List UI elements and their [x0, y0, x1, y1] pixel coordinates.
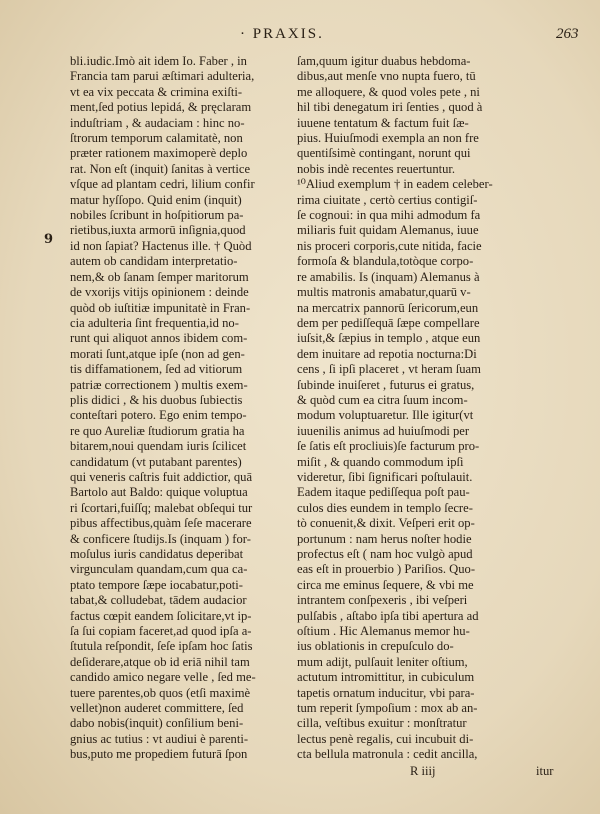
text-line: circa me eminus ſequere, & vbi me	[297, 577, 474, 592]
text-line: miliaris fuit quidam Alemanus, iuue	[297, 223, 479, 238]
text-line: quòd ob iuſtitiæ impunitatè in Fran-	[70, 300, 251, 315]
text-line: gnius ac tutius : vt audiui è parenti-	[70, 731, 249, 746]
text-line: vt ea vix peccata & crimina exiſti-	[70, 84, 243, 99]
text-line: virgunculam quandam,cum qua ca-	[70, 562, 248, 577]
text-line: candido amico negare velle , ſed me-	[70, 670, 256, 685]
text-line: rima ciuitate , certò certius contigiſ-	[297, 192, 478, 207]
text-line: pius. Huiuſmodi exempla an non fre	[297, 131, 479, 146]
text-line: vellet)non auderet committere, ſed	[70, 701, 244, 716]
text-line: tis diffamationem, ſed ad vitiorum	[70, 362, 243, 377]
text-line: plis didici , & his duobus ſubiectis	[70, 392, 243, 407]
text-line: ſe ſatis eſt procliuis)ſe facturum pro-	[297, 439, 480, 454]
margin-note-number: 9	[44, 232, 54, 247]
right-text-column	[297, 54, 582, 763]
text-line: Francia tam parui æſtimari adulteria,	[70, 69, 255, 84]
text-line: præter rationem maximoperè deplo	[70, 146, 248, 161]
text-line: factus cœpit eandem ſolicitare,vt ip-	[70, 608, 252, 623]
text-line: ri ſcortari,fuiſſq; malebat obſequi tur	[70, 500, 253, 515]
page-header	[0, 26, 600, 46]
text-line: oſtium . Hic Alemanus memor hu-	[297, 624, 470, 639]
text-line: tuere parentes,ob quos (etſi maximè	[70, 685, 251, 700]
text-line: id non ſapiat? Hactenus ille. † Quòd	[70, 238, 252, 253]
text-line: me alloquere, & quod voles pete , ni	[297, 84, 480, 99]
text-line: ptato tempore ſæpe iocabatur,poti-	[70, 577, 243, 592]
text-line: autem ob candidam interpretatio-	[70, 254, 238, 269]
text-line: ſtutula reſpondit, ſeſe ipſam hoc ſatis	[70, 639, 253, 654]
text-line: ſe cognoui: in qua mihi admodum fa	[297, 208, 481, 223]
text-line: multis matronis amabatur,quarū v-	[297, 285, 471, 300]
text-line: morati ſunt,atque ipſe (non ad gen-	[70, 346, 245, 361]
text-line: iuuene tentatum & factum fuit ſæ-	[297, 115, 469, 130]
text-line: bli.iudic.Imò ait idem Io. Faber , in	[70, 54, 247, 68]
text-line: dem inuitare ad repotia nocturna:Di	[297, 346, 477, 361]
text-line: iuuenilis animus ad huiuſmodi per	[297, 423, 470, 438]
text-line: quentiſsimè contingant, norunt qui	[297, 146, 471, 161]
page-number: 263	[556, 26, 579, 42]
text-line: moſulus iuris candidatus deperibat	[70, 547, 244, 561]
text-line: induſtriam , & audaciam : hinc no-	[70, 115, 245, 130]
text-line: deſiderare,atque ob id eriā nihil tam	[70, 654, 250, 669]
text-line: de vxorijs vitijs opinionem : deinde	[70, 285, 249, 300]
text-line: culos dies eundem in templo ſecre-	[297, 500, 473, 515]
text-line: candidatum (vt putabant parentes)	[70, 454, 242, 469]
text-line: nobiles ſcribunt in hoſpitiorum pa-	[70, 208, 244, 223]
text-line: qui veneris caſtris fuit addictior, quā	[70, 469, 253, 484]
text-line: actutum intromittitur, in cubiculum	[297, 670, 475, 685]
catchword: itur	[536, 764, 554, 778]
text-line: eas eſt in prouerbio ) Pariſios. Quo-	[297, 562, 476, 577]
text-line: Bartolo aut Baldo: quique voluptua	[70, 485, 248, 500]
left-text-column	[70, 54, 292, 763]
text-line: intrantem conſpexeris , ibi veſperi	[297, 593, 468, 608]
text-line: tabat,& colludebat, tādem audacior	[70, 593, 247, 608]
text-line: cia adulteria ſint frequentia,id no-	[70, 315, 239, 330]
text-line: nem,& ob ſanam ſemper maritorum	[70, 269, 249, 284]
running-head: · PRAXIS.	[240, 26, 324, 42]
text-line: portunum : nam herus noſter hodie	[297, 531, 472, 546]
text-line: pulſabis , aſtabo ipſa tibi apertura ad	[297, 608, 479, 623]
text-line: tapetis ornatum inducitur, vbi para-	[297, 685, 475, 700]
text-line: profectus eſt ( nam hoc vulgò apud	[297, 547, 473, 561]
text-line: bitarem,noui quendam iuris ſcilicet	[70, 439, 247, 454]
text-line: nis proceri corporis,cute nitida, facie	[297, 238, 482, 253]
text-line: tum reperit ſympoſium : mox ab an-	[297, 701, 478, 716]
text-line: ment,ſed potius lepidá, & pręclaram	[70, 100, 252, 115]
text-line: cta bellula matronula : cedit ancilla,	[297, 747, 478, 762]
text-line: runt qui aliquot annos ibidem com-	[70, 331, 248, 346]
text-line: & quòd cum ea citra ſuum incom-	[297, 392, 468, 407]
text-line: na mercatrix pannorū ſericorum,eun	[297, 300, 479, 315]
text-line: cens , ſi ipſi placeret , vt heram ſuam	[297, 362, 481, 377]
text-line: nobis indè recentes reuertuntur.	[297, 161, 456, 176]
text-line: videretur, ſibi ſignificari poſtulauit.	[297, 469, 473, 484]
text-line: ſtrorum temporum calamitatè, non	[70, 131, 243, 146]
text-line: patriæ correctionem ) multis exem-	[70, 377, 248, 392]
text-line: conteſtari potero. Ego enim tempo-	[70, 408, 247, 423]
text-line: ſubinde inuiſeret , futurus ei gratus,	[297, 377, 475, 392]
text-line: ius oblationis in crepuſculo do-	[297, 639, 454, 654]
text-line: miſit , & quando commodum ipſi	[297, 454, 464, 469]
text-line: hil tibi denegatum iri ſenties , quod à	[297, 100, 483, 115]
text-line: ¹⁰Aliud exemplum † in eadem celeber-	[297, 177, 493, 192]
text-line: ſam,quum igitur duabus hebdoma-	[297, 54, 471, 68]
text-line: rat. Non eſt (inquit) ſanitas à vertice	[70, 161, 251, 176]
text-line: pibus affectibus,quàm ſeſe macerare	[70, 516, 252, 531]
text-line: lectus penè regalis, cui incubuit di-	[297, 731, 474, 746]
text-line: mum adijt, pulſauit leniter oſtium,	[297, 654, 468, 669]
signature-mark: R iiij	[410, 764, 436, 778]
text-line: vſque ad plantam cedri, lilium confir	[70, 177, 255, 192]
text-line: modum voluptuaretur. Ille igitur(vt	[297, 408, 474, 423]
text-line: rietibus,iuxta armorū inſignia,quod	[70, 223, 246, 238]
text-line: & conficere ſtudijs.Is (inquam ) for-	[70, 531, 251, 546]
text-line: bus,puto me propediem futurā ſpon	[70, 747, 248, 762]
text-line: iuſsit,& ſæpius in templo , atque eun	[297, 331, 481, 346]
text-line: dibus,aut menſe vno nupta fuero, tū	[297, 69, 476, 84]
text-line: matur hyſſopo. Quid enim (inquit)	[70, 192, 242, 207]
text-line: formoſa & blandula,totòque corpo-	[297, 254, 474, 269]
text-line: ſa ſui copiam faceret,ad quod ipſa a-	[70, 624, 252, 639]
text-line: re amabilis. Is (inquam) Alemanus à	[297, 269, 480, 284]
text-line: dem per pediſſequā ſæpe compellare	[297, 315, 480, 330]
text-line: re quo Aureliæ ſtudiorum gratia ha	[70, 423, 245, 438]
text-line: Eadem itaque pediſſequa poſt pau-	[297, 485, 470, 500]
text-line: tò conuenit,& dixit. Veſperi erit op-	[297, 516, 475, 531]
text-line: dabo nobis(inquit) conſilium beni-	[70, 716, 244, 731]
text-line: cilla, veſtibus exuitur : monſtratur	[297, 716, 467, 731]
